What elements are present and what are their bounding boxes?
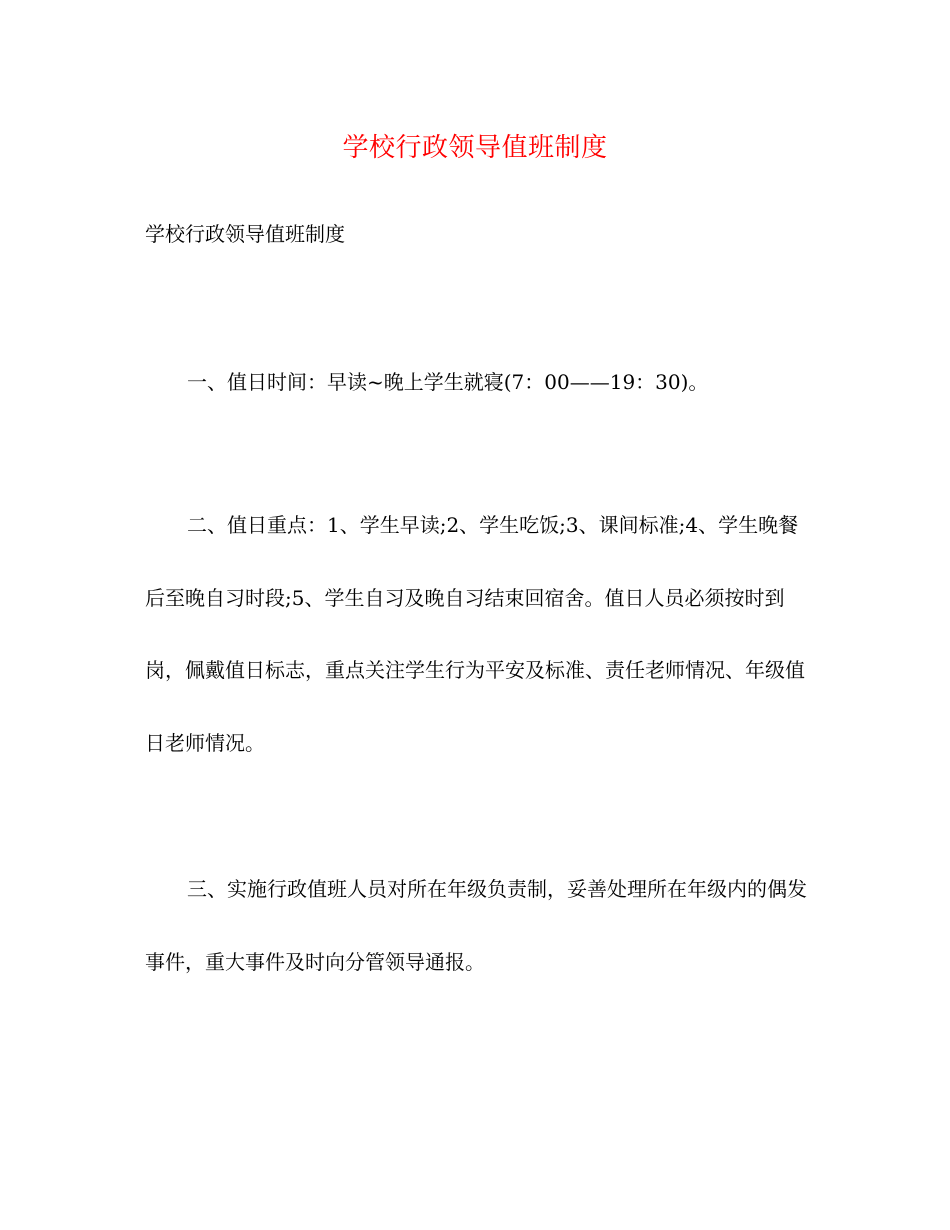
document-title: 学校行政领导值班制度 xyxy=(342,133,608,163)
paragraph-duty-time: 一、值日时间：早读~晚上学生就寝(7：00——19：30)。 xyxy=(187,370,709,394)
document-subtitle: 学校行政领导值班制度 xyxy=(145,222,345,246)
paragraph-responsibility: 三、实施行政值班人员对所在年级负责制，妥善处理所在年级内的偶发事件，重大事件及时向分管领导通报。 xyxy=(145,877,807,974)
paragraph-duty-focus: 二、值日重点：1、学生早读;2、学生吃饭;3、课间标准;4、学生晚餐后至晚自习时段;5、学生自习及晚自习结束回宿舍。值日人员必须按时到岗，佩戴值日标志，重点关注学生行为平安及标准、责任老师情况、年级值日老师情况。 xyxy=(145,513,805,755)
